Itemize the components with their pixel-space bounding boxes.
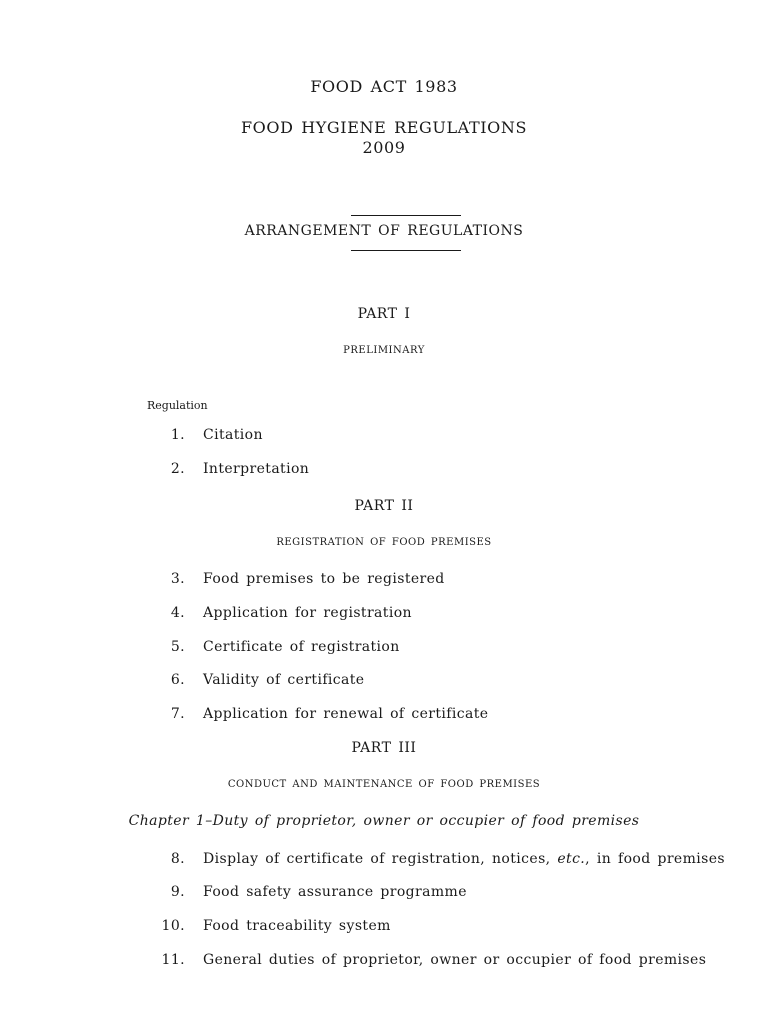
part-2-subtitle: REGISTRATION OF FOOD PREMISES	[276, 537, 492, 548]
item-text: Food traceability system	[203, 918, 391, 934]
item-text-start: Display of certificate of registration, notices,	[203, 851, 558, 867]
list-item	[150, 952, 750, 972]
item-text: General duties of proprietor, owner or occupier of food premises	[203, 952, 707, 968]
list-item	[150, 605, 750, 625]
item-number: 6.	[170, 672, 185, 688]
chapter-1-heading: Chapter 1–Duty of proprietor, owner or occupier of food premises	[128, 813, 640, 829]
item-text: Application for renewal of certificate	[203, 706, 489, 722]
part-3-subtitle: CONDUCT AND MAINTENANCE OF FOOD PREMISES	[227, 779, 541, 790]
item-text: Food premises to be registered	[203, 571, 445, 587]
list-item	[150, 918, 750, 938]
part-2-label: PART II	[354, 498, 414, 514]
item-text: Certificate of registration	[203, 639, 400, 655]
list-item	[150, 427, 750, 447]
list-item	[150, 851, 750, 871]
top-rule	[351, 215, 461, 216]
regulations-title: FOOD HYGIENE REGULATIONS	[240, 118, 528, 137]
arrangement-heading: ARRANGEMENT OF REGULATIONS	[244, 223, 524, 239]
item-text: Citation	[203, 427, 263, 443]
item-number: 7.	[170, 706, 185, 722]
item-number: 1.	[170, 427, 185, 443]
part-3-label: PART III	[351, 740, 417, 756]
list-item	[150, 672, 750, 692]
part-1-subtitle: PRELIMINARY	[343, 345, 425, 356]
list-item	[150, 706, 750, 726]
item-text: Validity of certificate	[203, 672, 365, 688]
act-title: FOOD ACT 1983	[310, 77, 458, 96]
item-text: Interpretation	[203, 461, 310, 477]
regulations-year: 2009	[362, 138, 406, 157]
item-number: 11.	[161, 952, 185, 968]
item-number: 4.	[170, 605, 185, 621]
item-number: 10.	[161, 918, 185, 934]
item-text-end: , in food premises	[585, 851, 726, 867]
list-item	[150, 571, 750, 591]
item-text-italic: etc.	[557, 851, 586, 867]
item-number: 8.	[170, 851, 185, 867]
item-text: Application for registration	[203, 605, 412, 621]
list-item	[150, 461, 750, 481]
regulation-column-label: Regulation	[147, 399, 208, 412]
bottom-rule	[351, 250, 461, 251]
part-1-label: PART I	[357, 306, 411, 322]
item-number: 5.	[170, 639, 185, 655]
item-number: 9.	[170, 884, 185, 900]
item-number: 2.	[170, 461, 185, 477]
item-text: Food safety assurance programme	[203, 884, 467, 900]
item-number: 3.	[170, 571, 185, 587]
list-item	[150, 639, 750, 659]
list-item	[150, 884, 750, 904]
